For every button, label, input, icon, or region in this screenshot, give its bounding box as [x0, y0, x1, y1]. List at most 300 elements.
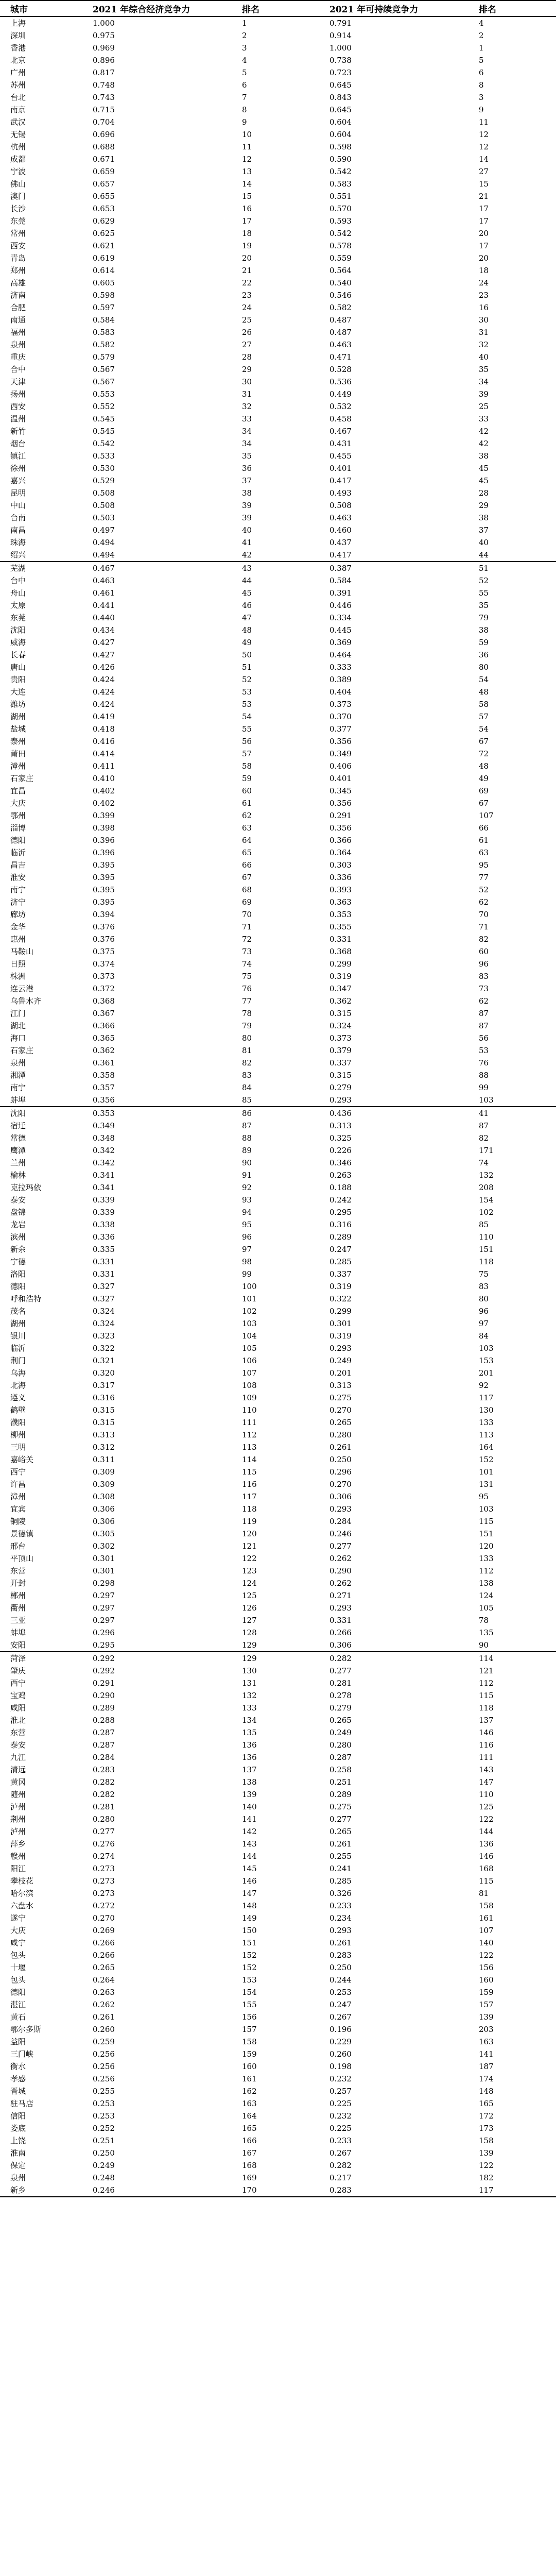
sustainable-score-cell: 0.261 [329, 1839, 352, 1849]
table-row [0, 760, 556, 772]
comprehensive-score-cell: 0.324 [93, 1307, 115, 1316]
city-cell: 郴州 [10, 1591, 26, 1600]
comprehensive-score-cell: 0.376 [93, 922, 115, 931]
table-row [0, 215, 556, 227]
sustainable-score-cell: 0.225 [329, 2124, 352, 2133]
city-cell: 莆田 [10, 749, 26, 758]
table-row [0, 995, 556, 1007]
sustainable-rank-cell: 40 [479, 538, 489, 547]
sustainable-rank-cell: 87 [479, 1021, 489, 1030]
sustainable-score-cell: 0.377 [329, 724, 352, 734]
sustainable-rank-cell: 15 [479, 179, 489, 189]
comprehensive-rank-cell: 4 [242, 56, 247, 65]
table-row [0, 1503, 556, 1515]
comprehensive-score-cell: 0.321 [93, 1356, 115, 1365]
sustainable-rank-cell: 143 [479, 1765, 494, 1774]
city-cell: 榆林 [10, 1171, 26, 1180]
comprehensive-score-cell: 0.461 [93, 588, 115, 598]
city-cell: 长沙 [10, 204, 26, 213]
sustainable-score-cell: 0.260 [329, 2049, 352, 2059]
sustainable-score-cell: 0.546 [329, 291, 352, 300]
comprehensive-score-cell: 0.657 [93, 179, 115, 189]
table-row [0, 1144, 556, 1157]
table-row [0, 487, 556, 499]
comprehensive-score-cell: 0.270 [93, 1913, 115, 1923]
city-cell: 铜陵 [10, 1517, 26, 1526]
city-cell: 攀枝花 [10, 1876, 34, 1886]
sustainable-score-cell: 0.559 [329, 253, 352, 263]
sustainable-rank-cell: 154 [479, 1195, 494, 1205]
sustainable-rank-cell: 45 [479, 464, 489, 473]
comprehensive-rank-cell: 31 [242, 389, 252, 399]
sustainable-rank-cell: 72 [479, 749, 489, 758]
comprehensive-score-cell: 0.567 [93, 377, 115, 386]
table-row [0, 42, 556, 54]
sustainable-rank-cell: 57 [479, 712, 489, 721]
comprehensive-score-cell: 0.975 [93, 31, 115, 40]
sustainable-rank-cell: 31 [479, 328, 489, 337]
city-cell: 新乡 [0, 2184, 82, 2197]
city-cell: 泉州 [10, 1058, 26, 1067]
comprehensive-score-cell: 0.399 [93, 811, 115, 820]
sustainable-rank-cell: 137 [479, 1716, 494, 1725]
sustainable-score-cell: 0.233 [329, 2136, 352, 2145]
sustainable-score-cell: 0.436 [319, 1107, 468, 1120]
table-row [0, 1231, 556, 1243]
city-cell: 北京 [10, 56, 26, 65]
city-cell: 温州 [10, 414, 26, 423]
comprehensive-score-cell: 0.414 [93, 749, 115, 758]
sustainable-rank-cell: 2 [479, 31, 484, 40]
table-row [0, 363, 556, 376]
comprehensive-rank-cell: 22 [242, 278, 252, 287]
table-row [0, 1218, 556, 1231]
sustainable-score-cell: 0.262 [329, 1554, 352, 1563]
comprehensive-score-cell: 0.253 [93, 2099, 115, 2108]
comprehensive-score-cell: 0.395 [93, 885, 115, 894]
comprehensive-rank-cell: 117 [242, 1492, 257, 1501]
comprehensive-rank-cell: 37 [242, 476, 252, 485]
city-cell: 上饶 [10, 2136, 26, 2145]
sustainable-score-cell: 0.598 [329, 142, 352, 151]
sustainable-rank-cell: 117 [468, 2184, 556, 2197]
sustainable-score-cell: 0.262 [329, 1579, 352, 1588]
sustainable-score-cell: 0.319 [329, 1331, 352, 1341]
comprehensive-score-cell: 0.315 [93, 1418, 115, 1427]
table-row [0, 1392, 556, 1404]
city-cell: 洛阳 [10, 1269, 26, 1279]
comprehensive-score-cell: 0.376 [93, 935, 115, 944]
table-row [0, 54, 556, 66]
sustainable-rank-cell: 158 [479, 1901, 494, 1910]
comprehensive-rank-cell: 96 [242, 1232, 252, 1242]
sustainable-score-cell: 0.356 [329, 737, 352, 746]
comprehensive-rank-cell: 34 [242, 427, 252, 436]
city-cell: 南昌 [10, 526, 26, 535]
comprehensive-rank-cell: 167 [242, 2148, 257, 2158]
comprehensive-score-cell: 0.306 [93, 1504, 115, 1514]
sustainable-score-cell: 0.250 [329, 1455, 352, 1464]
sustainable-score-cell: 0.279 [329, 1703, 352, 1713]
table-row [0, 1614, 556, 1626]
table-row [0, 153, 556, 165]
comprehensive-rank-cell: 78 [242, 1009, 252, 1018]
comprehensive-score-cell: 0.324 [93, 1319, 115, 1328]
header-sustainable-competitiveness: 2021 年可持续竞争力 [319, 1, 468, 16]
sustainable-score-cell: 0.487 [329, 315, 352, 325]
table-row [0, 673, 556, 686]
header-row [0, 1, 556, 16]
sustainable-score-cell: 0.217 [329, 2173, 352, 2182]
sustainable-score-cell: 0.277 [329, 1815, 352, 1824]
sustainable-rank-cell: 121 [479, 1666, 494, 1675]
comprehensive-score-cell: 0.629 [93, 216, 115, 226]
comprehensive-score-cell: 0.427 [93, 650, 115, 659]
sustainable-rank-cell: 42 [479, 427, 489, 436]
sustainable-rank-cell: 172 [479, 2111, 494, 2121]
sustainable-rank-cell: 103 [479, 1504, 494, 1514]
city-cell: 三明 [10, 1443, 26, 1452]
comprehensive-rank-cell: 42 [242, 550, 252, 560]
table-row [0, 1689, 556, 1702]
table-row [0, 326, 556, 338]
city-cell: 合肥 [10, 303, 26, 312]
city-cell: 广州 [10, 68, 26, 77]
comprehensive-score-cell: 0.276 [93, 1839, 115, 1849]
city-cell: 十堰 [10, 1963, 26, 1972]
sustainable-rank-cell: 42 [479, 439, 489, 448]
comprehensive-rank-cell: 38 [242, 488, 252, 498]
sustainable-rank-cell: 3 [479, 93, 484, 102]
city-cell: 济南 [10, 291, 26, 300]
comprehensive-score-cell: 0.273 [93, 1864, 115, 1873]
sustainable-rank-cell: 105 [479, 1603, 494, 1613]
table-row [0, 1961, 556, 1974]
table-row [0, 376, 556, 388]
comprehensive-rank-cell: 39 [242, 513, 252, 522]
comprehensive-rank-cell: 18 [242, 229, 252, 238]
sustainable-score-cell: 0.265 [329, 1418, 352, 1427]
sustainable-score-cell: 0.593 [329, 216, 352, 226]
sustainable-rank-cell: 124 [479, 1591, 494, 1600]
table-row [0, 190, 556, 202]
table-row [0, 91, 556, 104]
city-cell: 保定 [10, 2161, 26, 2170]
sustainable-rank-cell: 107 [479, 1926, 494, 1935]
sustainable-rank-cell: 28 [479, 488, 489, 498]
table-row [0, 834, 556, 846]
comprehensive-rank-cell: 106 [242, 1356, 257, 1365]
city-cell: 沈阳 [10, 625, 26, 635]
table-row [0, 1677, 556, 1689]
sustainable-score-cell: 0.582 [329, 303, 352, 312]
city-cell: 益阳 [10, 2037, 26, 2046]
comprehensive-rank-cell: 165 [242, 2124, 257, 2133]
sustainable-score-cell: 0.345 [329, 786, 352, 795]
table-row [0, 66, 556, 79]
city-cell: 漳州 [10, 1492, 26, 1501]
comprehensive-rank-cell: 138 [242, 1777, 257, 1787]
comprehensive-rank-cell: 168 [242, 2161, 257, 2170]
comprehensive-rank-cell: 90 [242, 1158, 252, 1167]
city-cell: 平顶山 [10, 1554, 34, 1563]
table-row [0, 425, 556, 437]
sustainable-rank-cell: 87 [479, 1121, 489, 1130]
sustainable-score-cell: 0.278 [329, 1691, 352, 1700]
comprehensive-rank-cell: 123 [242, 1566, 257, 1575]
sustainable-rank-cell: 21 [479, 192, 489, 201]
sustainable-rank-cell: 110 [479, 1790, 494, 1799]
comprehensive-score-cell: 0.301 [93, 1566, 115, 1575]
sustainable-score-cell: 0.528 [329, 365, 352, 374]
city-cell: 武汉 [10, 117, 26, 127]
sustainable-rank-cell: 153 [479, 1356, 494, 1365]
sustainable-score-cell: 0.542 [329, 229, 352, 238]
comprehensive-score-cell: 0.302 [93, 1541, 115, 1551]
sustainable-score-cell: 0.270 [329, 1405, 352, 1415]
city-cell: 蚌埠 [10, 1628, 26, 1637]
comprehensive-score-cell: 0.320 [93, 1368, 115, 1378]
sustainable-rank-cell: 92 [479, 1381, 489, 1390]
sustainable-rank-cell: 116 [479, 1740, 494, 1750]
sustainable-score-cell: 0.417 [329, 476, 352, 485]
comprehensive-score-cell: 0.256 [93, 2062, 115, 2071]
comprehensive-score-cell: 0.659 [93, 167, 115, 176]
sustainable-score-cell: 0.201 [329, 1368, 352, 1378]
sustainable-score-cell: 0.446 [329, 601, 352, 610]
sustainable-rank-cell: 66 [479, 823, 489, 833]
sustainable-score-cell: 0.464 [329, 650, 352, 659]
comprehensive-score-cell: 0.896 [93, 56, 115, 65]
table-row [0, 772, 556, 785]
sustainable-score-cell: 0.282 [329, 2161, 352, 2170]
table-row [0, 574, 556, 587]
comprehensive-score-cell: 0.597 [93, 303, 115, 312]
comprehensive-score-cell: 0.323 [93, 1331, 115, 1341]
comprehensive-score-cell: 0.331 [93, 1257, 115, 1266]
table-row [0, 1081, 556, 1094]
comprehensive-rank-cell: 76 [242, 984, 252, 993]
table-row [0, 1602, 556, 1614]
city-cell: 湘潭 [10, 1071, 26, 1080]
comprehensive-rank-cell: 70 [242, 910, 252, 919]
comprehensive-rank-cell: 1 [242, 19, 247, 28]
sustainable-score-cell: 0.277 [329, 1541, 352, 1551]
comprehensive-score-cell: 0.284 [93, 1753, 115, 1762]
comprehensive-rank-cell: 13 [242, 167, 252, 176]
table-row [0, 413, 556, 425]
table-row [0, 1652, 556, 1665]
sustainable-score-cell: 0.280 [329, 1430, 352, 1439]
sustainable-rank-cell: 56 [479, 1033, 489, 1043]
comprehensive-rank-cell: 72 [242, 935, 252, 944]
sustainable-rank-cell: 25 [479, 402, 489, 411]
city-cell: 鄂尔多斯 [10, 2025, 42, 2034]
table-row [0, 2110, 556, 2122]
sustainable-score-cell: 0.455 [329, 451, 352, 461]
comprehensive-rank-cell: 118 [242, 1504, 257, 1514]
sustainable-rank-cell: 111 [479, 1753, 494, 1762]
sustainable-rank-cell: 35 [479, 601, 489, 610]
sustainable-score-cell: 0.458 [329, 414, 352, 423]
city-cell: 惠州 [10, 935, 26, 944]
comprehensive-rank-cell: 115 [242, 1467, 257, 1477]
comprehensive-score-cell: 0.553 [93, 389, 115, 399]
comprehensive-rank-cell: 26 [242, 328, 252, 337]
sustainable-rank-cell: 82 [479, 1133, 489, 1143]
sustainable-score-cell: 0.293 [329, 1603, 352, 1613]
sustainable-score-cell: 1.000 [329, 43, 352, 53]
sustainable-rank-cell: 114 [468, 1652, 556, 1665]
city-cell: 乌鲁木齐 [10, 996, 42, 1006]
city-cell: 芜湖 [0, 562, 82, 574]
comprehensive-rank-cell: 105 [242, 1344, 257, 1353]
table-row [0, 1552, 556, 1565]
comprehensive-score-cell: 0.339 [93, 1195, 115, 1205]
comprehensive-score-cell: 0.715 [93, 105, 115, 114]
table-row [0, 2172, 556, 2184]
city-cell: 沈阳 [0, 1107, 82, 1120]
comprehensive-score-cell: 0.508 [93, 488, 115, 498]
city-cell: 滨州 [10, 1232, 26, 1242]
comprehensive-score-cell: 0.260 [93, 2025, 115, 2034]
comprehensive-score-cell: 0.250 [93, 2148, 115, 2158]
sustainable-score-cell: 0.570 [329, 204, 352, 213]
comprehensive-score-cell: 0.426 [93, 663, 115, 672]
sustainable-rank-cell: 102 [479, 1208, 494, 1217]
comprehensive-score-cell: 0.619 [93, 253, 115, 263]
comprehensive-score-cell: 0.497 [93, 526, 115, 535]
comprehensive-rank-cell: 41 [242, 538, 252, 547]
city-cell: 南宁 [10, 885, 26, 894]
sustainable-score-cell: 0.791 [329, 19, 352, 28]
comprehensive-score-cell: 0.288 [93, 1716, 115, 1725]
header-rank-comprehensive: 排名 [232, 1, 319, 16]
table-row [0, 735, 556, 748]
sustainable-rank-cell: 139 [479, 2148, 494, 2158]
sustainable-rank-cell: 39 [479, 389, 489, 399]
city-cell: 绍兴 [10, 550, 26, 560]
table-row [0, 2134, 556, 2147]
comprehensive-rank-cell: 58 [242, 761, 252, 771]
city-cell: 大庆 [10, 799, 26, 808]
city-cell: 日照 [10, 959, 26, 969]
city-cell: 九江 [10, 1753, 26, 1762]
comprehensive-rank-cell: 150 [242, 1926, 257, 1935]
comprehensive-rank-cell: 114 [242, 1455, 257, 1464]
city-cell: 驻马店 [10, 2099, 34, 2108]
comprehensive-score-cell: 0.418 [93, 724, 115, 734]
sustainable-score-cell: 0.356 [329, 799, 352, 808]
comprehensive-rank-cell: 12 [242, 155, 252, 164]
comprehensive-score-cell: 0.969 [93, 43, 115, 53]
comprehensive-score-cell: 0.368 [93, 996, 115, 1006]
header-comprehensive-competitiveness: 2021 年综合经济竞争力 [82, 1, 232, 16]
comprehensive-score-cell: 0.395 [93, 873, 115, 882]
comprehensive-rank-cell: 110 [242, 1405, 257, 1415]
table-row [0, 1243, 556, 1256]
sustainable-rank-cell: 54 [479, 675, 489, 684]
table-row [0, 227, 556, 240]
comprehensive-rank-cell: 129 [232, 1652, 319, 1665]
sustainable-score-cell: 0.282 [319, 1652, 468, 1665]
comprehensive-rank-cell: 77 [242, 996, 252, 1006]
sustainable-rank-cell: 12 [479, 142, 489, 151]
comprehensive-score-cell: 0.463 [93, 576, 115, 585]
comprehensive-score-cell: 0.434 [93, 625, 115, 635]
comprehensive-score-cell: 0.282 [93, 1790, 115, 1799]
sustainable-rank-cell: 95 [479, 860, 489, 870]
sustainable-rank-cell: 48 [479, 761, 489, 771]
city-cell: 澳门 [10, 192, 26, 201]
sustainable-score-cell: 0.283 [329, 1951, 352, 1960]
city-cell: 马鞍山 [10, 947, 34, 956]
table-row [0, 202, 556, 215]
table-row [0, 723, 556, 735]
sustainable-score-cell: 0.247 [329, 1245, 352, 1254]
sustainable-score-cell: 0.283 [319, 2184, 468, 2197]
city-cell: 萍乡 [10, 1839, 26, 1849]
city-cell: 威海 [10, 638, 26, 647]
sustainable-rank-cell: 156 [479, 1963, 494, 1972]
sustainable-score-cell: 0.265 [329, 1716, 352, 1725]
table-row [0, 1900, 556, 1912]
city-cell: 西安 [10, 402, 26, 411]
comprehensive-rank-cell: 64 [242, 836, 252, 845]
table-header [0, 1, 556, 16]
comprehensive-score-cell: 0.655 [93, 192, 115, 201]
table-row [0, 1986, 556, 1998]
table-row [0, 29, 556, 42]
comprehensive-rank-cell: 88 [242, 1133, 252, 1143]
city-cell: 宜昌 [10, 786, 26, 795]
comprehensive-rank-cell: 146 [242, 1876, 257, 1886]
sustainable-score-cell: 0.723 [329, 68, 352, 77]
table-row [0, 587, 556, 599]
city-cell: 郑州 [10, 266, 26, 275]
comprehensive-rank-cell: 144 [242, 1852, 257, 1861]
comprehensive-score-cell: 0.262 [93, 2000, 115, 2009]
sustainable-rank-cell: 35 [479, 365, 489, 374]
comprehensive-score-cell: 0.295 [93, 1640, 115, 1650]
comprehensive-rank-cell: 119 [242, 1517, 257, 1526]
table-row [0, 1998, 556, 2011]
comprehensive-score-cell: 0.297 [93, 1591, 115, 1600]
comprehensive-score-cell: 0.817 [93, 68, 115, 77]
comprehensive-rank-cell: 163 [242, 2099, 257, 2108]
sustainable-rank-cell: 78 [479, 1616, 489, 1625]
city-cell: 台中 [10, 576, 26, 585]
comprehensive-rank-cell: 147 [242, 1889, 257, 1898]
city-cell: 泰安 [10, 1740, 26, 1750]
city-cell: 银川 [10, 1331, 26, 1341]
comprehensive-score-cell: 0.427 [93, 638, 115, 647]
sustainable-score-cell: 0.293 [329, 1095, 352, 1105]
city-cell: 海口 [10, 1033, 26, 1043]
table-row [0, 104, 556, 116]
sustainable-score-cell: 0.604 [329, 117, 352, 127]
comprehensive-score-cell: 0.298 [93, 1579, 115, 1588]
table-row [0, 252, 556, 264]
table-row [0, 1094, 556, 1107]
comprehensive-score-cell: 0.251 [93, 2136, 115, 2145]
sustainable-score-cell: 0.467 [329, 427, 352, 436]
comprehensive-rank-cell: 166 [242, 2136, 257, 2145]
comprehensive-score-cell: 0.467 [82, 562, 232, 574]
city-cell: 佛山 [10, 179, 26, 189]
table-row [0, 884, 556, 896]
comprehensive-score-cell: 0.396 [93, 836, 115, 845]
